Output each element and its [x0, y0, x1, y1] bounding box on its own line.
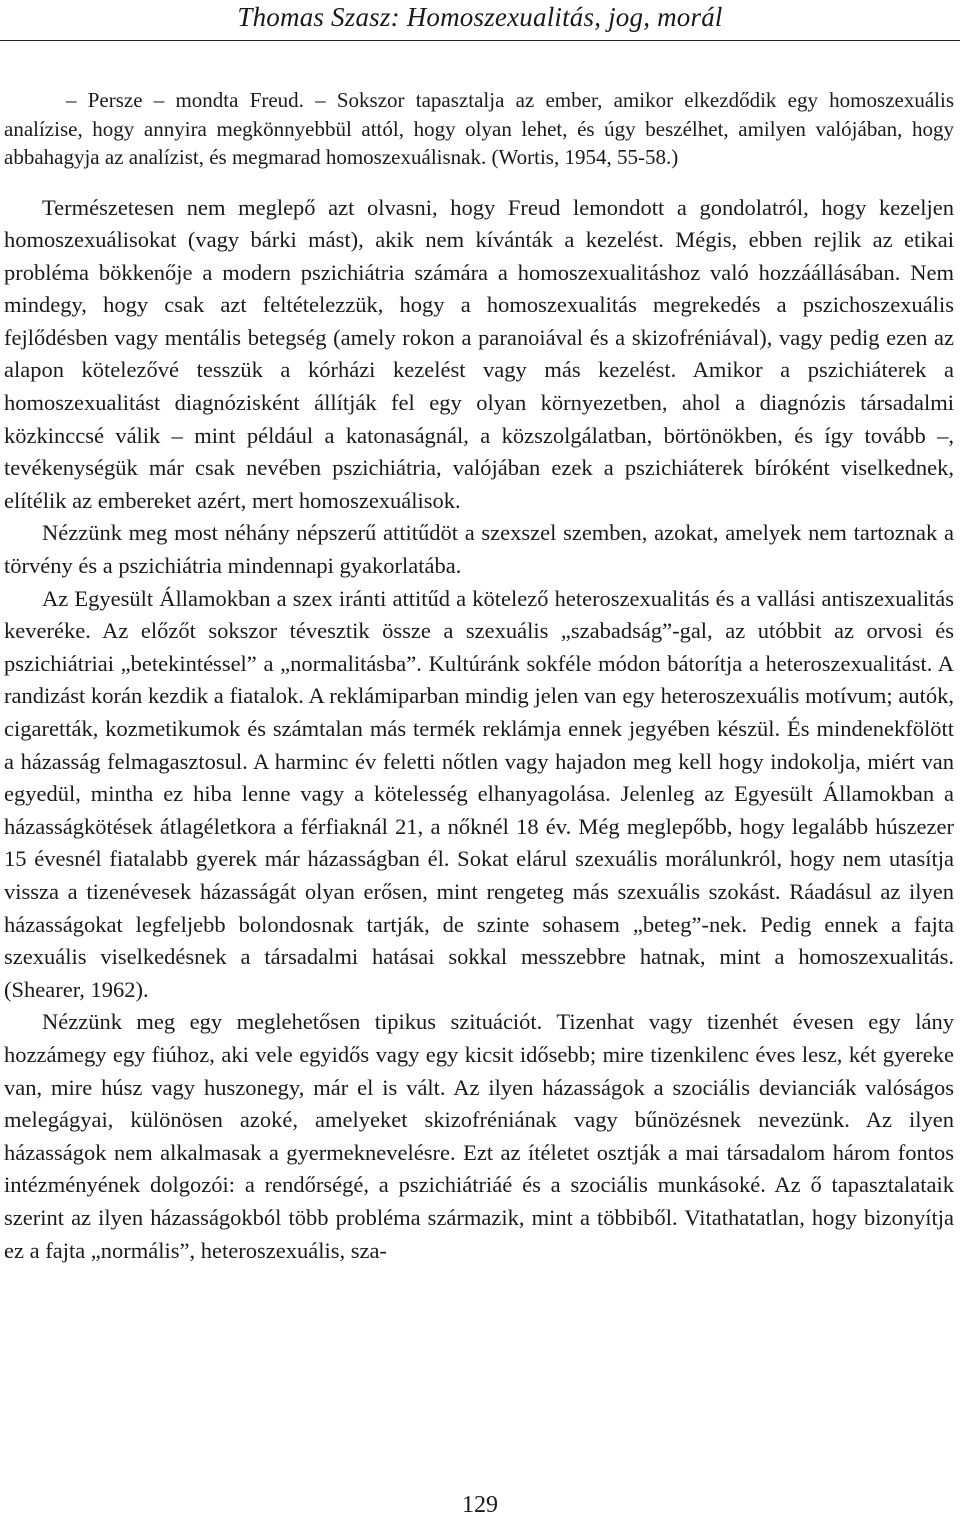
running-head: Thomas Szasz: Homoszexualitás, jog, morál — [237, 2, 723, 32]
paragraph-3: Az Egyesült Államokban a szex iránti attitűd a kötelező heteroszexualitás és a vallási antiszexualitás keveréke. Az előzőt sokszor tévesztik össze a szexuális „szabadság”-gal, az utóbbit az orvosi és pszichiátriai „betekintéssel” a „normalitásba”. Kultúránk sokféle módon bátorítja a heteroszexualitást. A randizást korán kezdik a fiatalok. A reklámiparban mindig jelen van egy heteroszexuális motívum; autók, cigaretták, kozmetikumok és számtalan más termék reklámja ennek jegyében készül. És mindenekfölött a házasság felmagasztosul. A harminc év feletti nőtlen vagy hajadon meg kell hogy indokolja, miért van egyedül, mintha ez hiba lenne vagy a kötelesség elhanyagolása. Jelenleg az Egyesült Államokban a házasságkötések átlagéletkora a férfiaknál 21, a nőknél 18 év. Még meglepőbb, hogy legalább húszezer 15 évesnél fiatalabb gyerek már házasságban él. Sokat elárul szexuális morálunkról, hogy nem utasítja vissza a tizenévesek házasságát olyan erősen, mint rengeteg más szexuális szokást. Ráadásul az ilyen házasságokat legfeljebb bolondosnak tartják, de szinte sohasem „beteg”-nek. Pedig ennek a fajta szexuális viselkedésnek a társadalmi hatásai sokkal messzebbre hatnak, mint a homoszexualitás. (Shearer, 1962). — [4, 585, 954, 1002]
paragraph-2: Nézzünk meg most néhány népszerű attitűdöt a szexszel szemben, azokat, amelyek nem tartoznak a törvény és a pszichiátria mindennapi gyakorlatába. — [4, 520, 954, 579]
page-body — [4, 86, 954, 1267]
header-rule — [0, 40, 960, 41]
page-number: 129 — [462, 1492, 498, 1518]
block-quote: – Persze – mondta Freud. – Sokszor tapasztalja az ember, amikor elkezdődik egy homoszexuális analízise, hogy annyira megkönnyebbül attól, hogy olyan lehet, és úgy beszélhet, amilyen valójában, hogy abbahagyja az analízist, és megmarad homoszexuálisnak. (Wortis, 1954, 55-58.) — [4, 88, 954, 169]
paragraph-1: Természetesen nem meglepő azt olvasni, hogy Freud lemondott a gondolatról, hogy kezeljen homoszexuálisokat (vagy bárki mást), akik nem kívánták a kezelést. Mégis, ebben rejlik az etikai probléma bökkenője a modern pszichiátria számára a homoszexualitáshoz való hozzáállásában. Nem mindegy, hogy csak azt feltételezzük, hogy a homoszexualitás megrekedés a pszichoszexuális fejlődésben vagy mentális betegség (amely rokon a paranoiával és a skizofréniával), vagy pedig ezen az alapon kötelezővé tesszük a kórházi kezelést vagy más kezelést. Amikor a pszichiáterek a homoszexualitást diagnózisként állítják fel egy olyan környezetben, ahol a diagnózis társadalmi közkinccsé válik – mint például a katonaságnál, a közszolgálatban, börtönökben, és így tovább –, tevékenységük már csak nevében pszichiátria, valójában ezek a pszichiáterek bíróként viselkednek, elítélik az embereket azért, mert homoszexuálisok. — [4, 194, 954, 513]
paragraph-4: Nézzünk meg egy meglehetősen tipikus szituációt. Tizenhat vagy tizenhét évesen egy lány hozzámegy egy fiúhoz, aki vele egyidős vagy egy kicsit idősebb; mire tizenkilenc éves lesz, két gyereke van, mire húsz vagy huszonegy, már el is vált. Az ilyen házasságok a szociális devianciák valóságos melegágyai, különösen azoké, amelyeket skizofréniának vagy bűnözésnek nevezünk. Az ilyen házasságok nem alkalmasak a gyermeknevelésre. Ezt az ítéletet osztják a mai társadalom három fontos intézményének dolgozói: a rendőrségé, a pszichiátriáé és a szociális munkásoké. Az ő tapasztalataik szerint az ilyen házasságokból több probléma származik, mint a többiből. Vitathatatlan, hogy bizonyítja ez a fajta „normális”, heteroszexuális, sza- — [4, 1009, 954, 1263]
